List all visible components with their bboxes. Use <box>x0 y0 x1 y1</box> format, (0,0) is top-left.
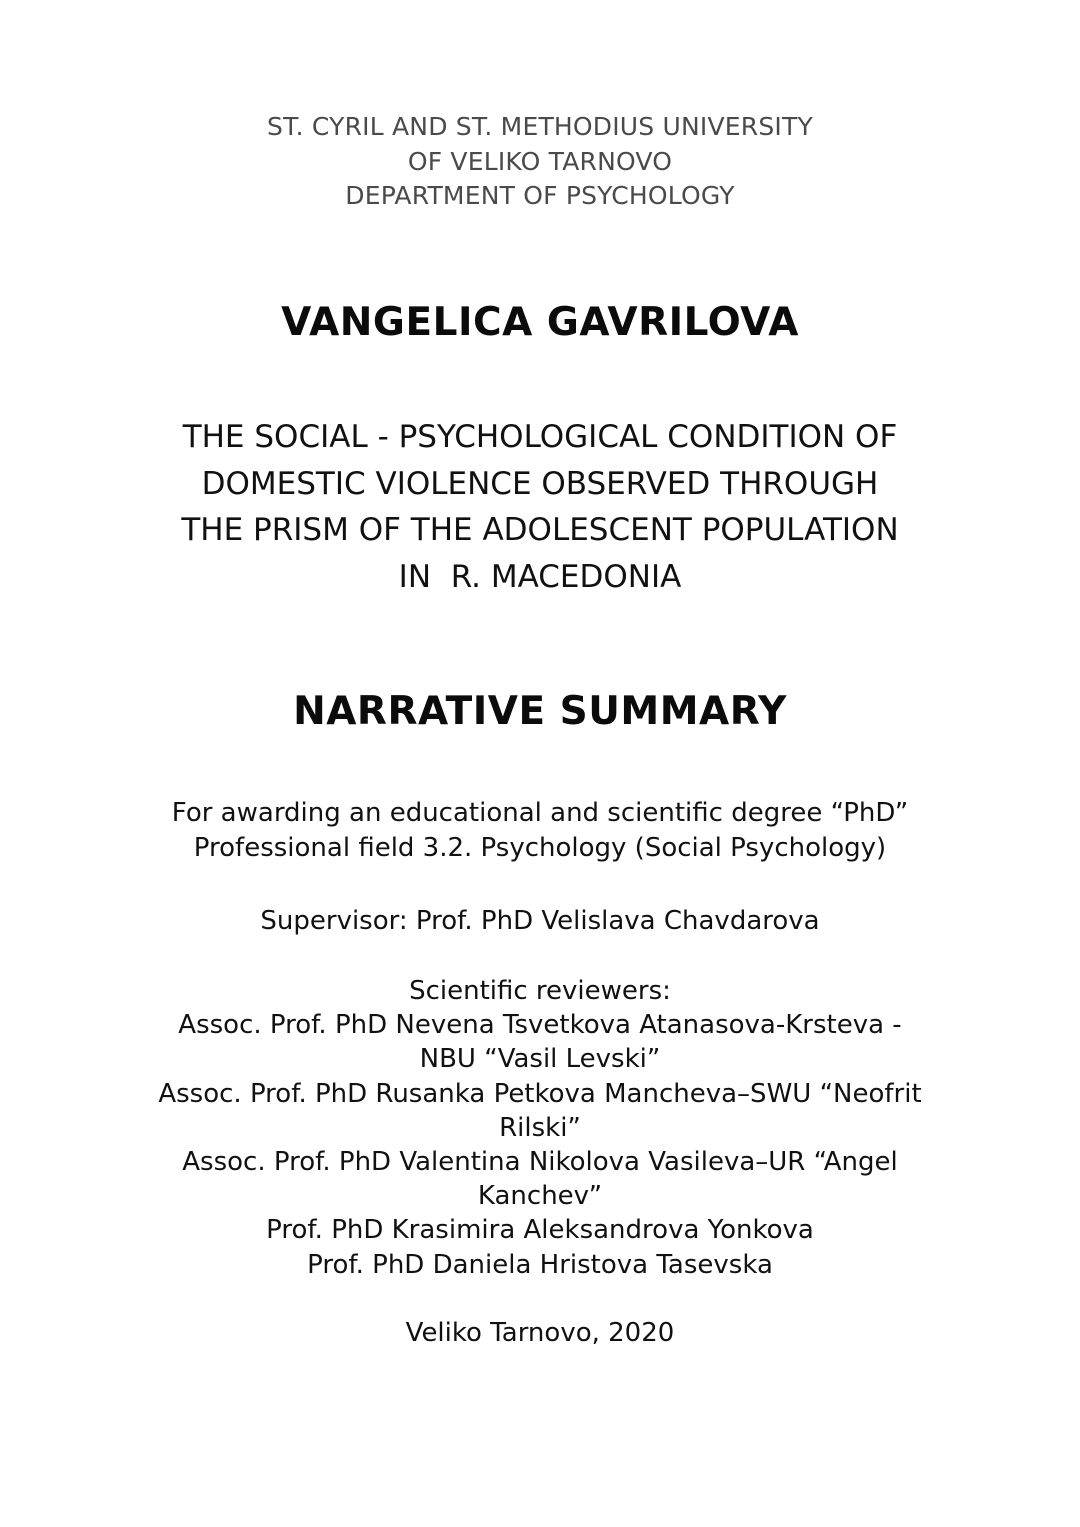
university-line: OF VELIKO TARNOVO <box>407 146 673 176</box>
department-line: DEPARTMENT OF PSYCHOLOGY <box>345 181 735 210</box>
reviewer-line: Kanchev” <box>477 1181 603 1212</box>
reviewer-line: Rilski” <box>499 1112 581 1143</box>
thesis-title-line: THE PRISM OF THE ADOLESCENT POPULATION <box>181 512 899 548</box>
reviewers-heading: Scientific reviewers: <box>409 976 671 1006</box>
degree-info <box>0 796 1080 866</box>
reviewer-line: Assoc. Prof. PhD Rusanka Petkova Mancheva–SWU “Neofrit <box>158 1078 922 1109</box>
reviewers-block <box>0 974 1080 1282</box>
thesis-title-line: THE SOCIAL - PSYCHOLOGICAL CONDITION OF <box>182 419 898 455</box>
supervisor: Supervisor: Prof. PhD Velislava Chavdarova <box>260 906 820 936</box>
university-line: ST. CYRIL AND ST. METHODIUS UNIVERSITY <box>267 112 813 141</box>
thesis-title-line: IN R. MACEDONIA <box>398 558 682 595</box>
reviewer-line: Assoc. Prof. PhD Nevena Tsvetkova Atanasova-Krsteva - <box>178 1010 902 1041</box>
professional-field-line: Professional field 3.2. Psychology (Social Psychology) <box>193 833 887 863</box>
degree-line: For awarding an educational and scientific degree “PhD” <box>171 798 909 828</box>
document-type: NARRATIVE SUMMARY <box>293 689 787 734</box>
university-header <box>0 110 1080 214</box>
place-and-year: Veliko Tarnovo, 2020 <box>405 1318 675 1348</box>
reviewer-line: Assoc. Prof. PhD Valentina Nikolova Vasileva–UR “Angel <box>182 1147 898 1178</box>
reviewer-line: Prof. PhD Krasimira Aleksandrova Yonkova <box>266 1215 814 1246</box>
reviewer-line: NBU “Vasil Levski” <box>419 1044 661 1075</box>
thesis-title-line: DOMESTIC VIOLENCE OBSERVED THROUGH <box>201 465 879 502</box>
reviewer-line: Prof. PhD Daniela Hristova Tasevska <box>307 1249 773 1280</box>
thesis-title <box>0 414 1080 600</box>
author-name: VANGELICA GAVRILOVA <box>281 300 799 345</box>
